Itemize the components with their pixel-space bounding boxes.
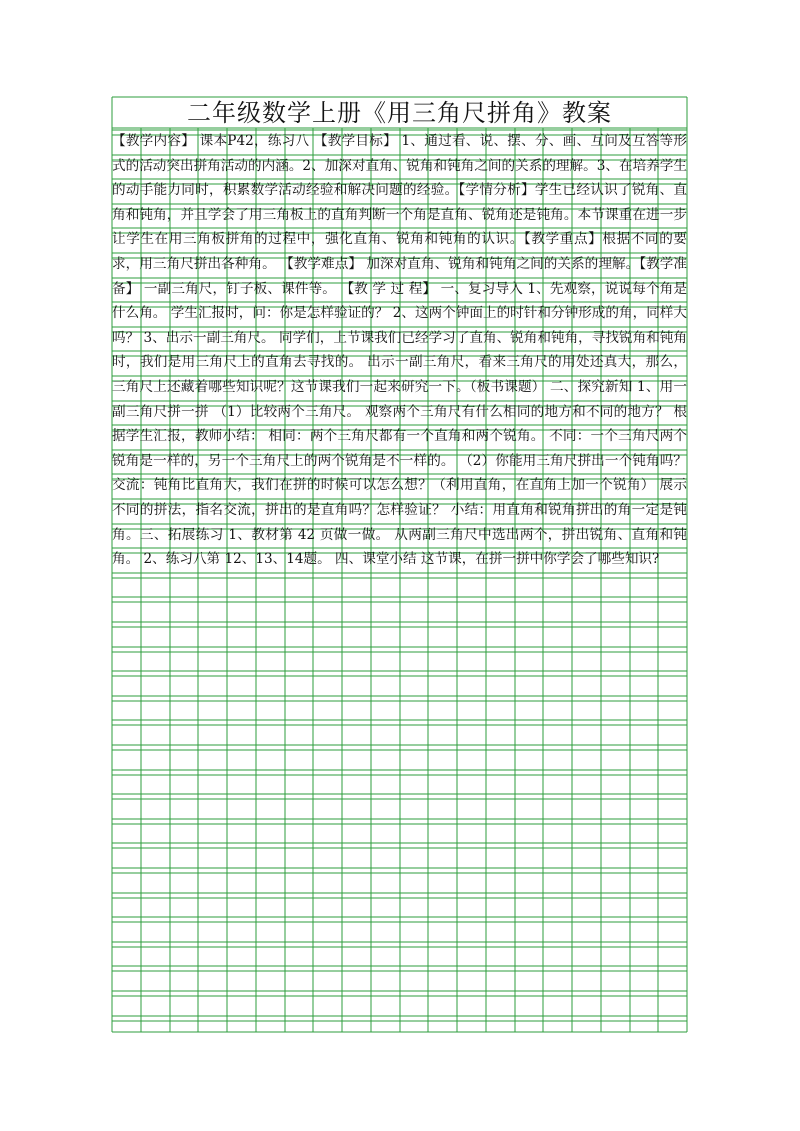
document-content bbox=[112, 97, 687, 572]
document-body-text: 【教学内容】 课本P42，练习八 【教学目标】 1、通过看、说、摆、分、画、互问及互答等形式的活动突出拼角活动的内涵。2、加深对直角、锐角和钝角之间的关系的理解。3、在培养学生的动手能力同时，积累数学活动经验和解决问题的经验。【学情分析】学生已经认识了锐角、直角和钝角，并且学会了用三角板上的直角判断一个角是直角、锐角还是钝角。本节课重在进一步让学生在用三角板拼角的过程中，强化直角、锐角和钝角的认识。【教学重点】根据不同的要求，用三角尺拼出各种角。 【教学难点】 加深对直角、锐角和钝角之间的关系的理解。【教学准备】 一副三角尺，钉子板、课件等。 【教 学 过 程】 一、复习导入 1、先观察，说说每个角是什么角。 学生汇报时，问：你是怎样验证的？ 2、这两个钟面上的时针和分钟形成的角，同样大吗？ 3、出示一副三角尺。 同学们，上节课我们已经学习了直角、锐角和钝角，寻找锐角和钝角时，我们是用三角尺上的直角去寻找的。 出示一副三角尺，看来三角尺的用处还真大，那么，三角尺上还藏着哪些知识呢？这节课我们一起来研究一下。（板书课题） 二、探究新知 1、用一副三角尺拼一拼 （1）比较两个三角尺。 观察两个三角尺有什么相同的地方和不同的地方？ 根据学生汇报，教师小结： 相同：两个三角尺都有一个直角和两个锐角。 不同：一个三角尺两个锐角是一样的，另一个三角尺上的两个锐角是不一样的。 （2）你能用三角尺拼出一个钝角吗？ 交流：钝角比直角大，我们在拼的时候可以怎么想？（利用直角，在直角上加一个锐角） 展示不同的拼法，指名交流，拼出的是直角吗？怎样验证？ 小结：用直角和锐角拼出的角一定是钝角。三、拓展练习 1、教材第 42 页做一做。 从两副三角尺中选出两个，拼出锐角、直角和钝角。 2、练习八第 12、13、14题。 四、课堂小结 这节课，在拼一拼中你学会了哪些知识? bbox=[112, 133, 687, 568]
document-title: 二年级数学上册《用三角尺拼角》教案 bbox=[187, 99, 612, 127]
